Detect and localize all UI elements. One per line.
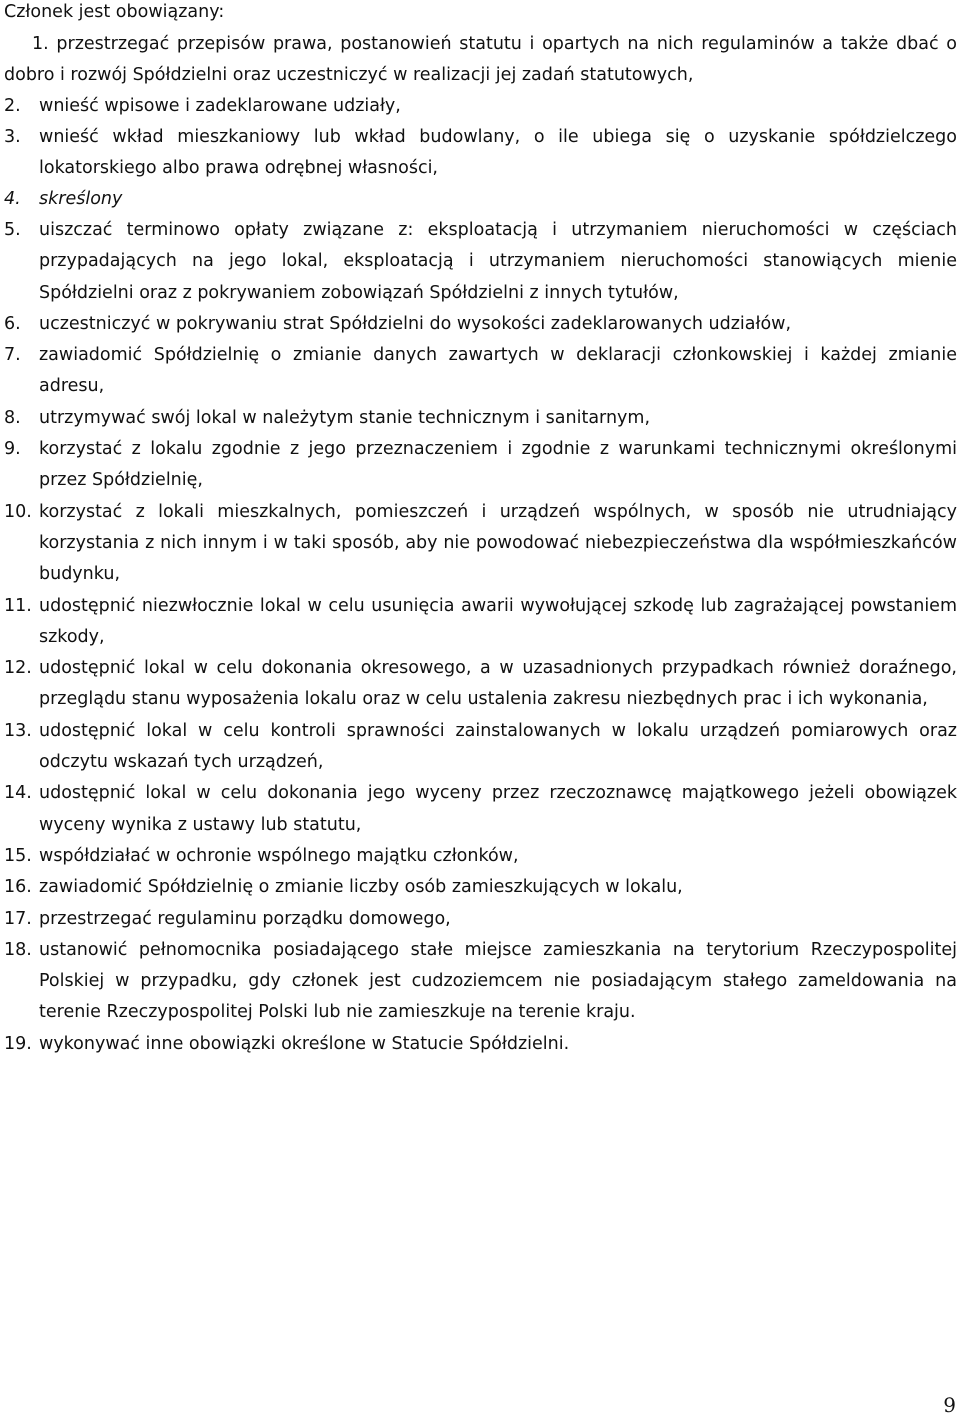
list-item-text: korzystać z lokali mieszkalnych, pomieszczeń i urządzeń wspólnych, w sposób nie utrudniający korzystania z nich innym i w taki sposób, aby nie powodować niebezpieczeństwa dla współmieszkańców budynku, bbox=[39, 501, 957, 585]
list-item-number: 14. bbox=[4, 783, 32, 804]
list-item-number: 2. bbox=[4, 96, 21, 116]
list-item bbox=[4, 716, 957, 779]
list-item-number: 3. bbox=[4, 127, 21, 147]
list-item-text: korzystać z lokalu zgodnie z jego przeznaczeniem i zgodnie z warunkami technicznymi określonymi przez Spółdzielnię, bbox=[39, 439, 957, 491]
list-item-text: zawiadomić Spółdzielnię o zmianie danych zawartych w deklaracji członkowskiej i każdej zmianie adresu, bbox=[39, 345, 957, 397]
list-item-number: 12. bbox=[4, 658, 32, 679]
list-item-text: zawiadomić Spółdzielnię o zmianie liczby osób zamieszkujących w lokalu, bbox=[39, 877, 683, 898]
list-item-number: 5. bbox=[4, 220, 21, 240]
list-item-text: udostępnić lokal w celu dokonania okresowego, a w uzasadnionych przypadkach również doraźnego, przeglądu stanu wyposażenia lokalu oraz w celu ustalenia zakresu niezbędnych prac i ich wykonania, bbox=[39, 658, 957, 710]
list-item-text: skreślony bbox=[39, 189, 123, 209]
list-item-number: 11. bbox=[4, 595, 32, 616]
list-item bbox=[4, 935, 957, 1029]
list-item-number: 1. bbox=[32, 34, 49, 54]
list-item-text: udostępnić lokal w celu kontroli sprawności zainstalowanych w lokalu urządzeń pomiarowych oraz odczytu wskazań tych urządzeń, bbox=[39, 720, 957, 773]
list-item bbox=[4, 309, 957, 340]
list-item bbox=[4, 778, 957, 841]
list-item bbox=[4, 29, 957, 91]
page-number: 9 bbox=[943, 1393, 956, 1417]
list-item-text: wykonywać inne obowiązki określone w Statucie Spółdzielni. bbox=[39, 1033, 570, 1054]
list-item-number: 15. bbox=[4, 845, 32, 866]
list-item-text: uiszczać terminowo opłaty związane z: eksploatacją i utrzymaniem nieruchomości w częściach przypadających na jego lokal, eksploatacją i utrzymaniem nieruchomości stanowiących mienie Spółdzielni oraz z pokrywaniem zobowiązań Spółdzielni z innych tytułów, bbox=[39, 220, 957, 303]
list-item-number: 4. bbox=[4, 189, 21, 209]
intro-heading: Członek jest obowiązany: bbox=[4, 2, 225, 22]
list-item bbox=[4, 1029, 957, 1060]
list-item bbox=[4, 653, 957, 716]
list-item-number: 8. bbox=[4, 407, 21, 428]
list-item-text: udostępnić lokal w celu dokonania jego wyceny przez rzeczoznawcę majątkowego jeżeli obowiązek wyceny wynika z ustawy lub statutu, bbox=[39, 783, 957, 835]
list-item-number: 9. bbox=[4, 439, 21, 460]
list-item-text: współdziałać w ochronie wspólnego majątku członków, bbox=[39, 845, 519, 866]
list-item bbox=[4, 340, 957, 403]
list-item-number: 10. bbox=[4, 501, 32, 522]
list-item bbox=[4, 591, 957, 654]
list-item bbox=[4, 497, 957, 591]
list-item-number: 16. bbox=[4, 877, 32, 898]
list-item-number: 7. bbox=[4, 345, 21, 366]
list-item-text: przestrzegać regulaminu porządku domowego, bbox=[39, 908, 451, 929]
list-item bbox=[4, 872, 957, 903]
list-item-text: uczestniczyć w pokrywaniu strat Spółdzielni do wysokości zadeklarowanych udziałów, bbox=[39, 313, 792, 334]
list-item-text: 1. przestrzegać przepisów prawa, postanowień statutu i opartych na nich regulaminów a także dbać o dobro i rozwój Spółdzielni oraz uczestniczyć w realizacji jej zadań statutowych, bbox=[4, 34, 957, 85]
list-item bbox=[4, 904, 957, 935]
list-item-number: 17. bbox=[4, 908, 32, 929]
list-item-text: udostępnić niezwłocznie lokal w celu usunięcia awarii wywołującej szkodę lub zagrażającej powstaniem szkody, bbox=[39, 595, 957, 647]
list-item-number: 19. bbox=[4, 1033, 32, 1054]
list-item bbox=[4, 403, 957, 434]
list-item bbox=[4, 184, 957, 215]
list-item-number: 13. bbox=[4, 720, 32, 741]
list-item-text: ustanowić pełnomocnika posiadającego stałe miejsce zamieszkania na terytorium Rzeczypospolitej Polskiej w przypadku, gdy członek jest cudzoziemcem nie posiadającym stałego zameldowania na terenie Rzeczypospolitej Polski lub nie zamieszkuje na terenie kraju. bbox=[39, 939, 957, 1023]
list-item bbox=[4, 434, 957, 497]
list-item bbox=[4, 841, 957, 872]
list-item-number: 18. bbox=[4, 939, 32, 960]
list-item-text: wnieść wpisowe i zadeklarowane udziały, bbox=[39, 96, 401, 116]
list-item-text: wnieść wkład mieszkaniowy lub wkład budowlany, o ile ubiega się o uzyskanie spółdzielczego lokatorskiego albo prawa odrębnej własności, bbox=[39, 127, 957, 178]
list-item bbox=[4, 215, 957, 309]
list-item bbox=[4, 122, 957, 184]
obligations-list bbox=[4, 26, 957, 1060]
list-item-number: 6. bbox=[4, 313, 21, 334]
list-item bbox=[4, 91, 957, 122]
list-item-text: utrzymywać swój lokal w należytym stanie technicznym i sanitarnym, bbox=[39, 407, 651, 428]
